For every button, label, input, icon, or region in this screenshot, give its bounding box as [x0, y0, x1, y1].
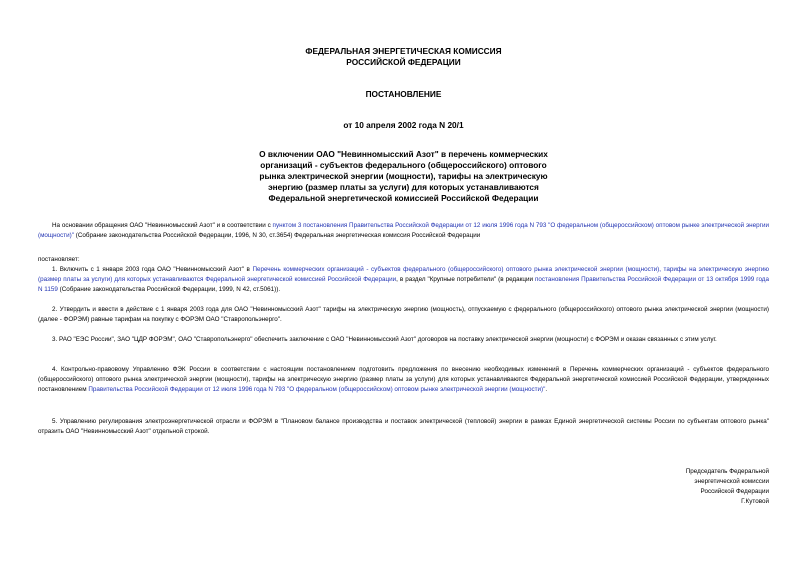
document-title	[0, 149, 807, 204]
preamble-text: На основании обращения ОАО "Невинномысский Азот" и в соответствии с	[52, 222, 273, 229]
item-2-paragraph: 2. Утвердить и ввести в действие с 1 января 2003 года для ОАО "Невинномысский Азот" тарифы на электрическую энергию (мощность), отпускаемую с федерального (общероссийского) оптового рынка электрической энергии (мощности) (далее - ФОРЭМ) равные тарифам на покупку с ФОРЭМ ОАО "Ставропольэнерго".	[38, 306, 769, 323]
title-line: организаций - субъектов федерального (общероссийского) оптового	[260, 160, 547, 170]
item-1-link-decree[interactable]: постановления Правительства Российской Федерации от 13 октября 1999 года N 1159	[38, 276, 769, 293]
signatory-name: Г.Кутовой	[741, 498, 769, 505]
title-line: О включении ОАО "Невинномысский Азот" в перечень коммерческих	[259, 149, 548, 159]
signature-line: Председатель Федеральной	[685, 468, 769, 475]
item-5-paragraph: 5. Управлению регулирования электроэнергетической отрасли и ФОРЭМ в "Плановом балансе производства и поставок электрической (тепловой) энергии в рамках Единой энергетической системы России по субъектам оптового рынка" отразить ОАО "Невинномысский Азот" отдельной строкой.	[38, 418, 769, 435]
document-date-number: от 10 апреля 2002 года N 20/1	[343, 120, 464, 130]
item-4-text: .	[545, 386, 548, 393]
item-1-link-list[interactable]: Перечень коммерческих организаций - субъектов федерального (общероссийского) оптового рынка электрической энергии (мощности), тарифы на электрическую энергию (размер платы за услуги) для которых устанавливаются Федеральной энергетической комиссией Российской Федерации	[38, 266, 770, 283]
title-line: Федеральной энергетической комиссией Российской Федерации	[268, 193, 539, 203]
signature-line: энергетической комиссии	[694, 478, 769, 485]
item-1-text: 1. Включить с 1 января 2003 года ОАО "Невинномысский Азот" в	[52, 266, 253, 273]
preamble-link[interactable]: пунктом 3 постановления Правительства Российской Федерации от 12 июля 1996 года N 793 "О федеральном (общероссийском) оптовом рынке электрической энергии (мощности)"	[38, 222, 769, 239]
item-4-paragraph	[38, 365, 769, 395]
item-4-link[interactable]: Правительства Российской Федерации от 12 июля 1996 года N 793 "О федеральном (общероссийском) оптовом рынке электрической энергии (мощности)"	[88, 386, 546, 393]
item-1-paragraph	[38, 265, 769, 295]
document-type: ПОСТАНОВЛЕНИЕ	[365, 89, 442, 99]
preamble-paragraph	[38, 221, 769, 241]
title-line: энергию (размер платы за услуги) для которых устанавливаются	[268, 182, 539, 192]
signature-block	[686, 467, 769, 507]
title-line: рынка электрической энергии (мощности), тарифы на электрическую	[259, 171, 548, 181]
item-1-text: (Собрание законодательства Российской Федерации, 1999, N 42, ст.5061)).	[57, 286, 281, 293]
agency-name	[0, 46, 807, 68]
item-1-text: , в раздел "Крупные потребители" (в редакции	[396, 276, 535, 283]
signature-line: Российской Федерации	[700, 488, 769, 495]
item-3-paragraph: 3. РАО "ЕЭС России", ЗАО "ЦДР ФОРЭМ", ОАО "Ставропольэнерго" обеспечить заключение с ОАО "Невинномысский Азот" договоров на поставку электрической энергии (мощности) с ФОРЭМ и оказан связанных с этим услуг.	[52, 336, 717, 343]
preamble-text: (Собрание законодательства Российской Федерации, 1996, N 30, ст.3654) Федеральная энергетическая комиссия Российской Федерации	[73, 232, 481, 239]
item-4-text: 4. Контрольно-правовому Управлению ФЭК России в соответствии с настоящим постановлением подготовить предложения по внесению необходимых изменений в Перечень коммерческих организаций - субъектов федерального (общероссийского) оптового рынка электрической энергии (мощности), тарифы на электрическую энергию (размер платы за услуги) для которых устанавливаются Федеральной энергетической комиссией Российской Федерации, утвержденных постановлением	[38, 366, 769, 393]
agency-line-2: РОССИЙСКОЙ ФЕДЕРАЦИИ	[346, 57, 461, 67]
resolves-label: постановляет:	[38, 256, 80, 263]
agency-line-1: ФЕДЕРАЛЬНАЯ ЭНЕРГЕТИЧЕСКАЯ КОМИССИЯ	[305, 46, 502, 56]
